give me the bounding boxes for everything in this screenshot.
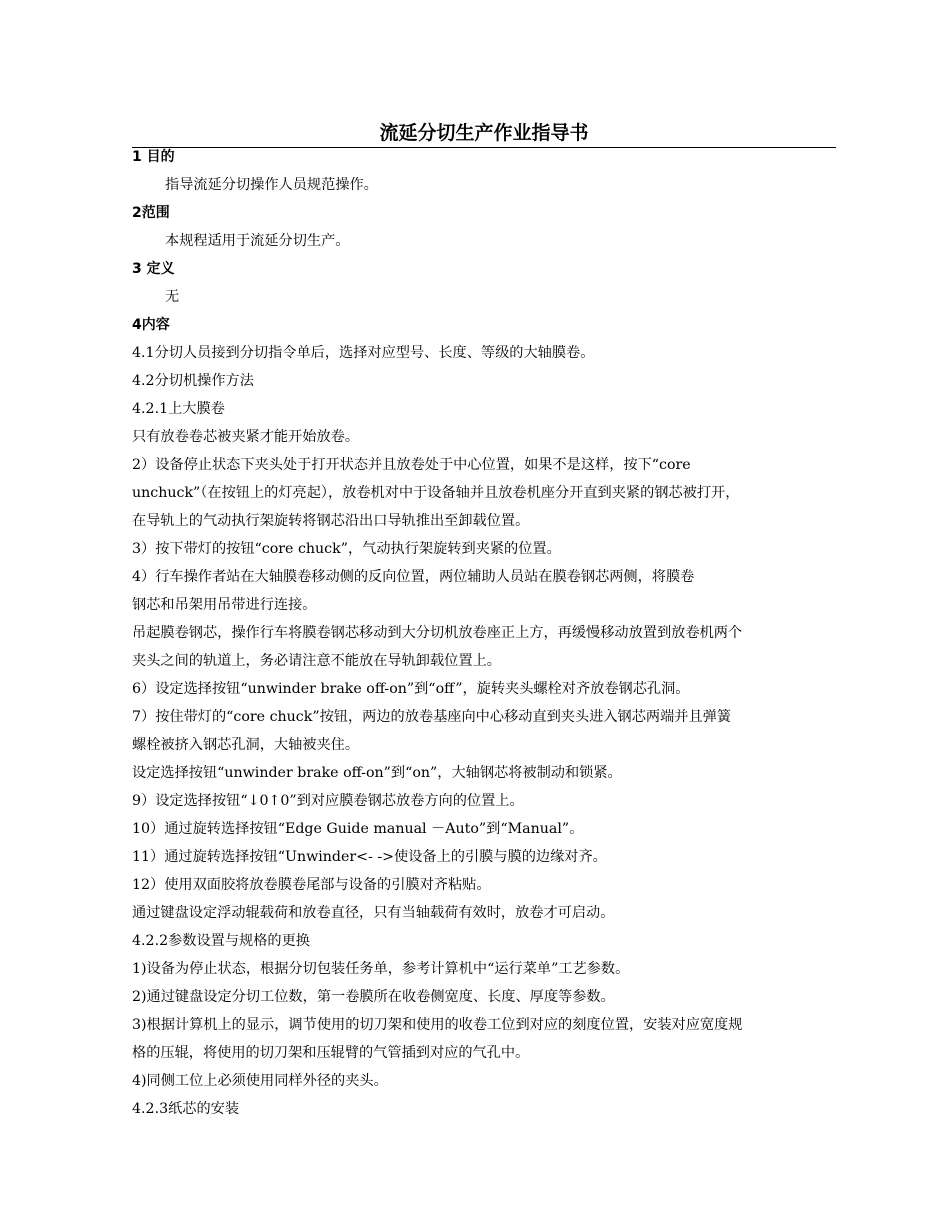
body-line: 1)设备为停止状态，根据分切包装任务单，参考计算机中“运行菜单”工艺参数。 xyxy=(132,961,630,977)
section-heading: 4内容 xyxy=(132,317,170,333)
body-line: 4.1分切人员接到分切指令单后，选择对应型号、长度、等级的大轴膜卷。 xyxy=(132,345,595,361)
body-line: 在导轨上的气动执行架旋转将钢芯沿出口导轨推出至卸载位置。 xyxy=(132,513,530,529)
body-line: 钢芯和吊架用吊带进行连接。 xyxy=(132,597,317,613)
body-line: 2)通过键盘设定分切工位数，第一卷膜所在收卷侧宽度、长度、厚度等参数。 xyxy=(132,989,615,1005)
body-line: 通过键盘设定浮动辊载荷和放卷直径，只有当轴载荷有效时，放卷才可启动。 xyxy=(132,905,615,921)
body-line: 2）设备停止状态下夹头处于打开状态并且放卷处于中心位置，如果不是这样，按下“core xyxy=(132,457,691,473)
body-line: 吊起膜卷钢芯，操作行车将膜卷钢芯移动到大分切机放卷座正上方，再缓慢移动放置到放卷机两个 xyxy=(132,625,743,641)
section-heading: 1 目的 xyxy=(132,149,175,165)
body-line: 10）通过旋转选择按钮“Edge Guide manual －Auto”到“Manual”。 xyxy=(132,821,584,837)
body-line: 4）行车操作者站在大轴膜卷移动侧的反向位置，两位辅助人员站在膜卷钢芯两侧，将膜卷 xyxy=(132,569,695,585)
body-line: 4)同侧工位上必须使用同样外径的夹头。 xyxy=(132,1073,388,1089)
body-line: 指导流延分切操作人员规范操作。 xyxy=(165,177,378,193)
body-line: 无 xyxy=(165,289,180,305)
body-line: 夹头之间的轨道上，务必请注意不能放在导轨卸载位置上。 xyxy=(132,653,501,669)
body-line: 12）使用双面胶将放卷膜卷尾部与设备的引膜对齐粘贴。 xyxy=(132,877,491,893)
body-line: 4.2.1上大膜卷 xyxy=(132,401,225,417)
body-line: 6）设定选择按钮“unwinder brake off-on”到“off”，旋转夹头螺栓对齐放卷钢芯孔洞。 xyxy=(132,681,690,697)
section-heading: 2范围 xyxy=(132,205,170,221)
body-line: 4.2.2参数设置与规格的更换 xyxy=(132,933,310,949)
body-line: 4.2.3纸芯的安装 xyxy=(132,1101,240,1117)
body-line: 7）按住带灯的“core chuck”按钮，两边的放卷基座向中心移动直到夹头进入钢芯两端并且弹簧 xyxy=(132,709,732,725)
body-line: unchuck”（在按钮上的灯亮起），放卷机对中于设备轴并且放卷机座分开直到夹紧的钢芯被打开， xyxy=(132,485,740,501)
body-line: 11）通过旋转选择按钮“Unwinder<- ->使设备上的引膜与膜的边缘对齐。 xyxy=(132,849,607,865)
document-title: 流延分切生产作业指导书 xyxy=(132,120,836,148)
section-heading: 3 定义 xyxy=(132,261,175,277)
body-line: 设定选择按钮“unwinder brake off-on”到“on”，大轴钢芯将被制动和锁紧。 xyxy=(132,765,622,781)
body-line: 只有放卷卷芯被夹紧才能开始放卷。 xyxy=(132,429,360,445)
body-line: 格的压辊，将使用的切刀架和压辊臂的气管插到对应的气孔中。 xyxy=(132,1045,530,1061)
body-line: 3)根据计算机上的显示，调节使用的切刀架和使用的收卷工位到对应的刻度位置，安装对应宽度规 xyxy=(132,1017,743,1033)
body-line: 本规程适用于流延分切生产。 xyxy=(165,233,350,249)
body-line: 9）设定选择按钮“↓0↑0”到对应膜卷钢芯放卷方向的位置上。 xyxy=(132,793,524,809)
body-line: 4.2分切机操作方法 xyxy=(132,373,254,389)
body-line: 3）按下带灯的按钮“core chuck”，气动执行架旋转到夹紧的位置。 xyxy=(132,541,561,557)
body-line: 螺栓被挤入钢芯孔洞，大轴被夹住。 xyxy=(132,737,360,753)
